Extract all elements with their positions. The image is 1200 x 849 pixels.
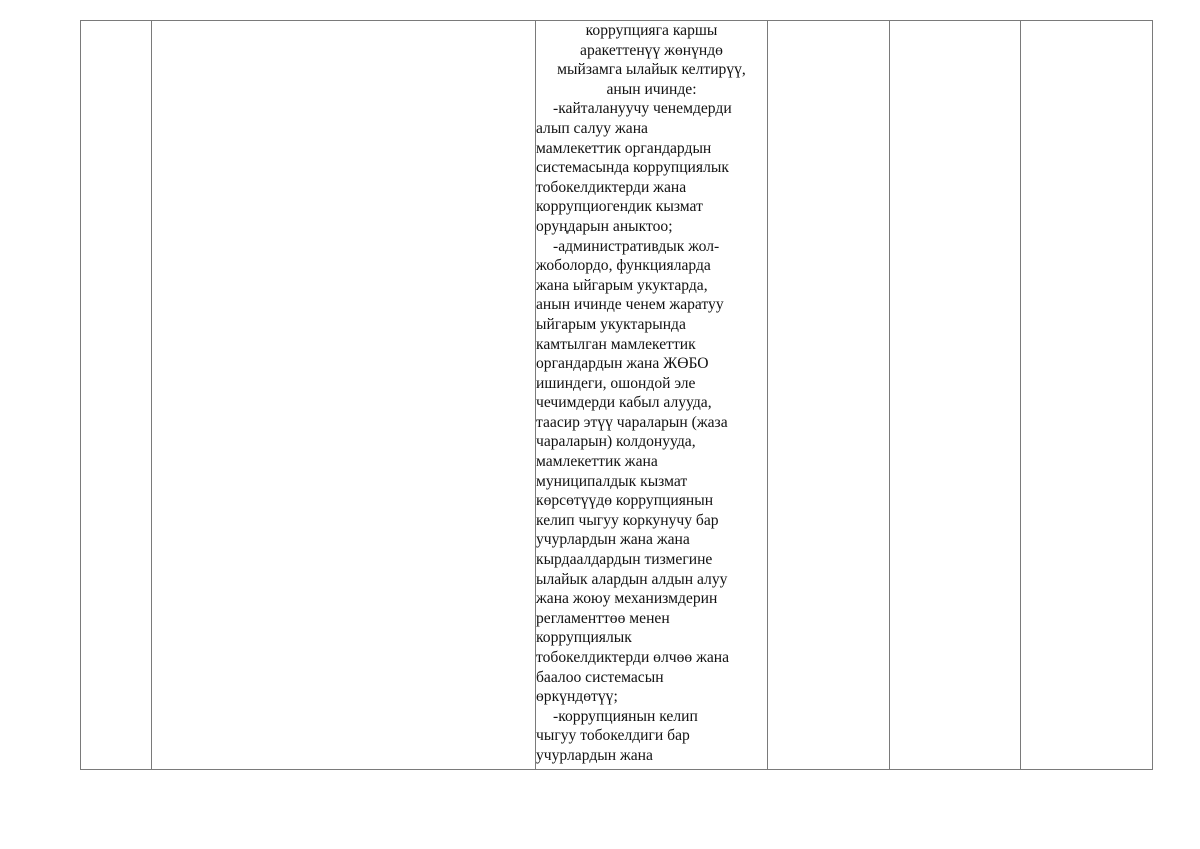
text-line: жана ыйгарым укуктарда, <box>536 276 708 294</box>
text-line: оруңдарын аныктоо; <box>536 217 673 235</box>
text-line: баалоо системасын <box>536 668 664 686</box>
text-line: жана жоюу механизмдерин <box>536 590 718 608</box>
text-line: мыйзамга ылайык келтирүү, <box>557 61 746 79</box>
text-line: келип чыгуу коркунучу бар <box>536 511 719 529</box>
text-line: ылайык алардын алдын алуу <box>536 570 728 588</box>
text-line: учурлардын жана <box>536 746 653 764</box>
text-line: камтылган мамлекеттик <box>536 335 696 353</box>
text-line: таасир этүү чараларын (жаза <box>536 413 728 431</box>
table-cell-responsible <box>890 21 1021 770</box>
table-cell-indicator <box>1021 21 1153 770</box>
text-line: органдардын жана ЖӨБО <box>536 355 709 373</box>
text-line: учурлардын жана жана <box>536 531 690 549</box>
text-line: коррупциогендик кызмат <box>536 198 703 216</box>
text-line: -административдык жол- <box>553 237 720 255</box>
text-line: мамлекеттик органдардын <box>536 139 712 157</box>
text-line: регламенттөө менен <box>536 609 670 627</box>
text-line: ыйгарым укуктарында <box>536 315 686 333</box>
text-line: коррупциялык <box>536 629 632 647</box>
actions-text <box>536 21 767 766</box>
text-line: системасында коррупциялык <box>536 159 729 177</box>
text-line: -коррупциянын келип <box>553 707 698 725</box>
text-line: кырдаалдардын тизмегине <box>536 551 713 569</box>
text-line: жоболордо, функцияларда <box>536 257 711 275</box>
table-cell-number <box>81 21 152 770</box>
text-line: муниципалдык кызмат <box>536 472 688 490</box>
text-line: көрсөтүүдө коррупциянын <box>536 492 714 510</box>
table-cell-actions <box>536 21 768 770</box>
text-line: -кайталануучу ченемдерди <box>553 100 732 118</box>
text-line: анын ичинде: <box>606 80 697 98</box>
table-cell-deadline <box>768 21 890 770</box>
text-line: аракеттенүү жөнүндө <box>580 41 723 59</box>
table-cell-measure <box>152 21 536 770</box>
text-line: мамлекеттик жана <box>536 453 658 471</box>
text-line: тобокелдиктерди жана <box>536 178 687 196</box>
text-line: ишиндеги, ошондой эле <box>536 374 696 392</box>
text-line: алып салуу жана <box>536 119 648 137</box>
text-line: анын ичинде ченем жаратуу <box>536 296 724 314</box>
text-line: өркүндөтүү; <box>536 688 618 706</box>
text-line: коррупцияга каршы <box>585 22 718 39</box>
text-line: чечимдерди кабыл алууда, <box>536 394 712 412</box>
text-line: чыгуу тобокелдиги бар <box>536 727 690 745</box>
text-line: тобокелдиктерди өлчөө жана <box>536 649 730 666</box>
table-row <box>81 21 1153 770</box>
text-line: чараларын) колдонууда, <box>536 433 696 451</box>
document-table <box>80 20 1153 770</box>
